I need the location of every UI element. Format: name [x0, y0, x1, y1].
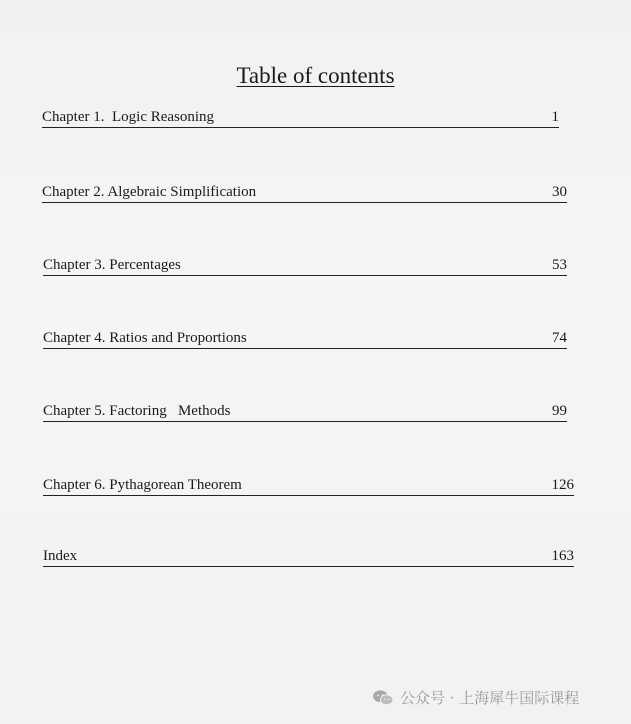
toc-entry-page: 163	[551, 548, 574, 564]
toc-entry-chapter-2	[42, 182, 567, 203]
toc-entry-page: 99	[552, 403, 567, 419]
toc-entry-page: 30	[552, 184, 567, 200]
toc-entry-chapter-4	[43, 328, 567, 349]
watermark	[372, 687, 579, 708]
toc-entry-label: Chapter 5. Factoring Methods	[43, 403, 231, 419]
toc-entry-chapter-3	[43, 255, 567, 276]
toc-entry-page: 53	[552, 257, 567, 273]
toc-entry-page: 74	[552, 330, 567, 346]
toc-title: Table of contents	[236, 63, 395, 88]
toc-entry-label: Index	[43, 548, 78, 564]
toc-entry-chapter-5	[43, 401, 567, 422]
toc-entry-label: Chapter 2. Algebraic Simplification	[42, 184, 257, 200]
toc-entry-chapter-1	[42, 107, 559, 128]
watermark-text: 公众号 · 上海犀牛国际课程	[400, 689, 580, 707]
toc-entry-label: Chapter 6. Pythagorean Theorem	[43, 477, 242, 493]
toc-entry-label: Chapter 3. Percentages	[43, 257, 181, 273]
toc-entry-label: Chapter 4. Ratios and Proportions	[43, 330, 247, 346]
toc-entry-index	[43, 546, 574, 567]
toc-entry-chapter-6	[43, 475, 574, 496]
toc-entry-page: 126	[551, 477, 574, 493]
toc-entry-page: 1	[551, 109, 559, 125]
wechat-icon	[372, 689, 394, 707]
toc-entry-label: Chapter 1. Logic Reasoning	[42, 109, 215, 125]
